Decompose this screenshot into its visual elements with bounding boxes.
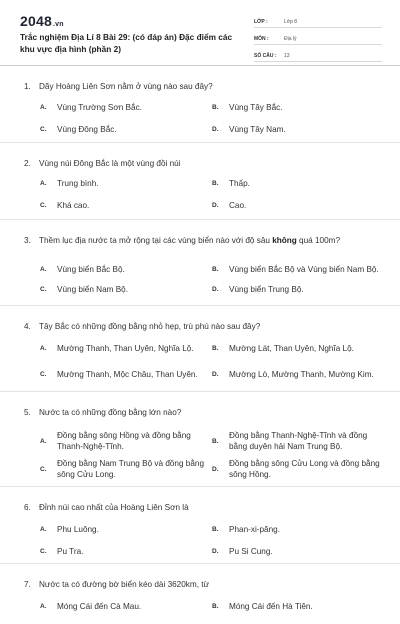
- option-text: Móng Cái đến Cà Mau.: [57, 602, 142, 611]
- option-b[interactable]: [212, 430, 382, 452]
- question-text-part: Vùng núi Đông Bắc là một vùng đồi núi: [39, 159, 181, 168]
- option-a[interactable]: [40, 524, 210, 535]
- option-text: Đồng bằng Nam Trung Bộ và đồng bằng sông Cửu Long.: [57, 459, 205, 479]
- question-text-part: quá 100m?: [296, 236, 341, 245]
- question-text: [24, 580, 209, 589]
- option-key: C.: [40, 126, 47, 133]
- question-text-part: Nước ta có những đồng bằng lớn nào?: [39, 408, 182, 417]
- option-key: C.: [40, 370, 47, 378]
- option-key: A.: [40, 345, 47, 352]
- question-6: [0, 487, 400, 564]
- option-key: C.: [40, 465, 47, 473]
- option-key: A.: [40, 265, 47, 273]
- option-b[interactable]: [212, 102, 382, 113]
- question-4: [0, 306, 400, 392]
- option-key: D.: [212, 548, 219, 555]
- option-c[interactable]: [40, 284, 210, 295]
- option-key: C.: [40, 202, 47, 209]
- meta-key-subject: MÔN :: [254, 36, 269, 42]
- question-number: 4.: [24, 322, 31, 331]
- option-text: Phan-xi-păng.: [229, 525, 280, 534]
- option-text: Vùng biển Bắc Bộ và Vùng biển Nam Bộ.: [229, 264, 379, 274]
- option-b[interactable]: [212, 258, 382, 280]
- option-d[interactable]: [212, 546, 382, 557]
- meta-row-class: [254, 14, 382, 28]
- quiz-title: Trắc nghiệm Địa Lí 8 Bài 29: (có đáp án) Đặc điểm các khu vực địa hình (phần 2): [20, 32, 233, 54]
- meta-row-count: [254, 48, 382, 62]
- option-key: D.: [212, 370, 219, 378]
- meta-value-count: 13: [284, 53, 290, 59]
- option-a[interactable]: [40, 343, 210, 354]
- question-text-part: Thềm lục địa nước ta mở rộng tại các vùng biển nào với độ sâu: [39, 236, 273, 245]
- logo-tld: .vn: [52, 21, 64, 28]
- option-b[interactable]: [212, 178, 382, 189]
- option-text: Vùng Đông Bắc.: [57, 125, 117, 134]
- question-5: [0, 392, 400, 487]
- question-number: 7.: [24, 580, 31, 589]
- option-b[interactable]: [212, 524, 382, 535]
- question-text-part: Nước ta có đường bờ biển kéo dài 3620km, từ: [39, 580, 210, 589]
- option-text: Vùng Tây Nam.: [229, 125, 286, 134]
- meta-key-count: SỐ CÂU :: [254, 53, 277, 59]
- question-text: [24, 322, 260, 331]
- question-text: [24, 408, 181, 417]
- option-a[interactable]: [40, 258, 210, 280]
- option-c[interactable]: [40, 546, 210, 557]
- option-d[interactable]: [212, 124, 382, 135]
- option-text: Đồng bằng sông Hồng và đồng bằng Thanh-Nghệ-Tĩnh.: [57, 431, 191, 451]
- option-c[interactable]: [40, 200, 210, 211]
- question-text: [24, 82, 213, 91]
- option-key: A.: [40, 437, 47, 445]
- option-text: Vùng biển Trung Bộ.: [229, 285, 304, 294]
- question-3: [0, 220, 400, 306]
- option-text: Đồng bằng Thanh-Nghệ-Tĩnh và đồng bằng duyên hải Nam Trung Bộ.: [229, 431, 368, 451]
- question-1: [0, 66, 400, 143]
- option-d[interactable]: [212, 363, 382, 385]
- option-text: Mường Lò, Mường Thanh, Mường Kim.: [229, 369, 374, 379]
- option-key: D.: [212, 126, 219, 133]
- question-text: [24, 236, 340, 245]
- option-key: C.: [40, 548, 47, 555]
- question-text-part: Đỉnh núi cao nhất của Hoàng Liên Sơn là: [39, 503, 189, 512]
- option-text: Phu Luông.: [57, 525, 99, 534]
- question-number: 3.: [24, 236, 31, 245]
- option-key: A.: [40, 104, 47, 111]
- option-text: Móng Cái đến Hà Tiên.: [229, 602, 313, 611]
- option-key: B.: [212, 345, 219, 352]
- option-d[interactable]: [212, 200, 382, 211]
- option-a[interactable]: [40, 178, 210, 189]
- option-b[interactable]: [212, 601, 382, 612]
- question-text: [24, 503, 189, 512]
- option-key: B.: [212, 526, 219, 533]
- question-text-part: Tây Bắc có những đồng bằng nhỏ hẹp, trù phú nào sau đây?: [39, 322, 261, 331]
- option-text: Pu Tra.: [57, 547, 84, 556]
- option-d[interactable]: [212, 458, 382, 480]
- site-logo[interactable]: [20, 13, 64, 29]
- option-text: Pu Si Cung.: [229, 547, 273, 556]
- option-key: B.: [212, 603, 219, 610]
- option-key: D.: [212, 202, 219, 209]
- question-2: [0, 143, 400, 220]
- option-key: D.: [212, 465, 219, 473]
- meta-value-class: Lớp 8: [284, 19, 298, 25]
- question-list: [0, 66, 400, 624]
- question-number: 1.: [24, 82, 31, 91]
- option-c[interactable]: [40, 363, 210, 385]
- meta-row-subject: [254, 31, 382, 45]
- option-key: B.: [212, 104, 219, 111]
- question-7: [0, 564, 400, 624]
- option-text: Mường Thanh, Mộc Châu, Than Uyên.: [57, 369, 198, 379]
- option-a[interactable]: [40, 102, 210, 113]
- option-text: Vùng biển Nam Bộ.: [57, 285, 129, 294]
- question-text-emphasis: không: [272, 236, 297, 245]
- option-key: D.: [212, 286, 219, 293]
- option-key: A.: [40, 180, 47, 187]
- question-text: [24, 159, 181, 168]
- page-header: [0, 0, 400, 66]
- option-text: Trung bình.: [57, 179, 99, 188]
- question-number: 2.: [24, 159, 31, 168]
- option-text: Vùng Trường Sơn Bắc.: [57, 103, 142, 112]
- question-number: 6.: [24, 503, 31, 512]
- option-key: B.: [212, 437, 219, 445]
- option-c[interactable]: [40, 124, 210, 135]
- option-text: Đồng bằng sông Cửu Long và đồng bằng sông Hồng.: [229, 459, 380, 479]
- option-text: Mường Lát, Than Uyên, Nghĩa Lộ.: [229, 344, 354, 353]
- question-number: 5.: [24, 408, 31, 417]
- option-text: Vùng biển Bắc Bộ.: [57, 264, 125, 274]
- quiz-meta: [254, 14, 382, 65]
- option-c[interactable]: [40, 458, 210, 480]
- option-text: Cao.: [229, 201, 247, 210]
- option-a[interactable]: [40, 430, 210, 452]
- option-text: Vùng Tây Bắc.: [229, 103, 283, 112]
- meta-value-subject: Địa lý: [284, 36, 297, 42]
- option-text: Mường Thanh, Than Uyên, Nghĩa Lộ.: [57, 344, 194, 353]
- logo-text: 2048: [20, 13, 52, 29]
- option-text: Khá cao.: [57, 201, 90, 210]
- meta-key-class: LỚP :: [254, 19, 268, 25]
- option-a[interactable]: [40, 601, 210, 612]
- option-key: B.: [212, 265, 219, 273]
- option-key: C.: [40, 286, 47, 293]
- question-text-part: Dãy Hoàng Liên Sơn nằm ở vùng nào sau đây?: [39, 82, 213, 91]
- option-d[interactable]: [212, 284, 382, 295]
- option-key: B.: [212, 180, 219, 187]
- option-key: A.: [40, 526, 47, 533]
- option-b[interactable]: [212, 343, 382, 354]
- option-key: A.: [40, 603, 47, 610]
- option-text: Thấp.: [229, 179, 250, 188]
